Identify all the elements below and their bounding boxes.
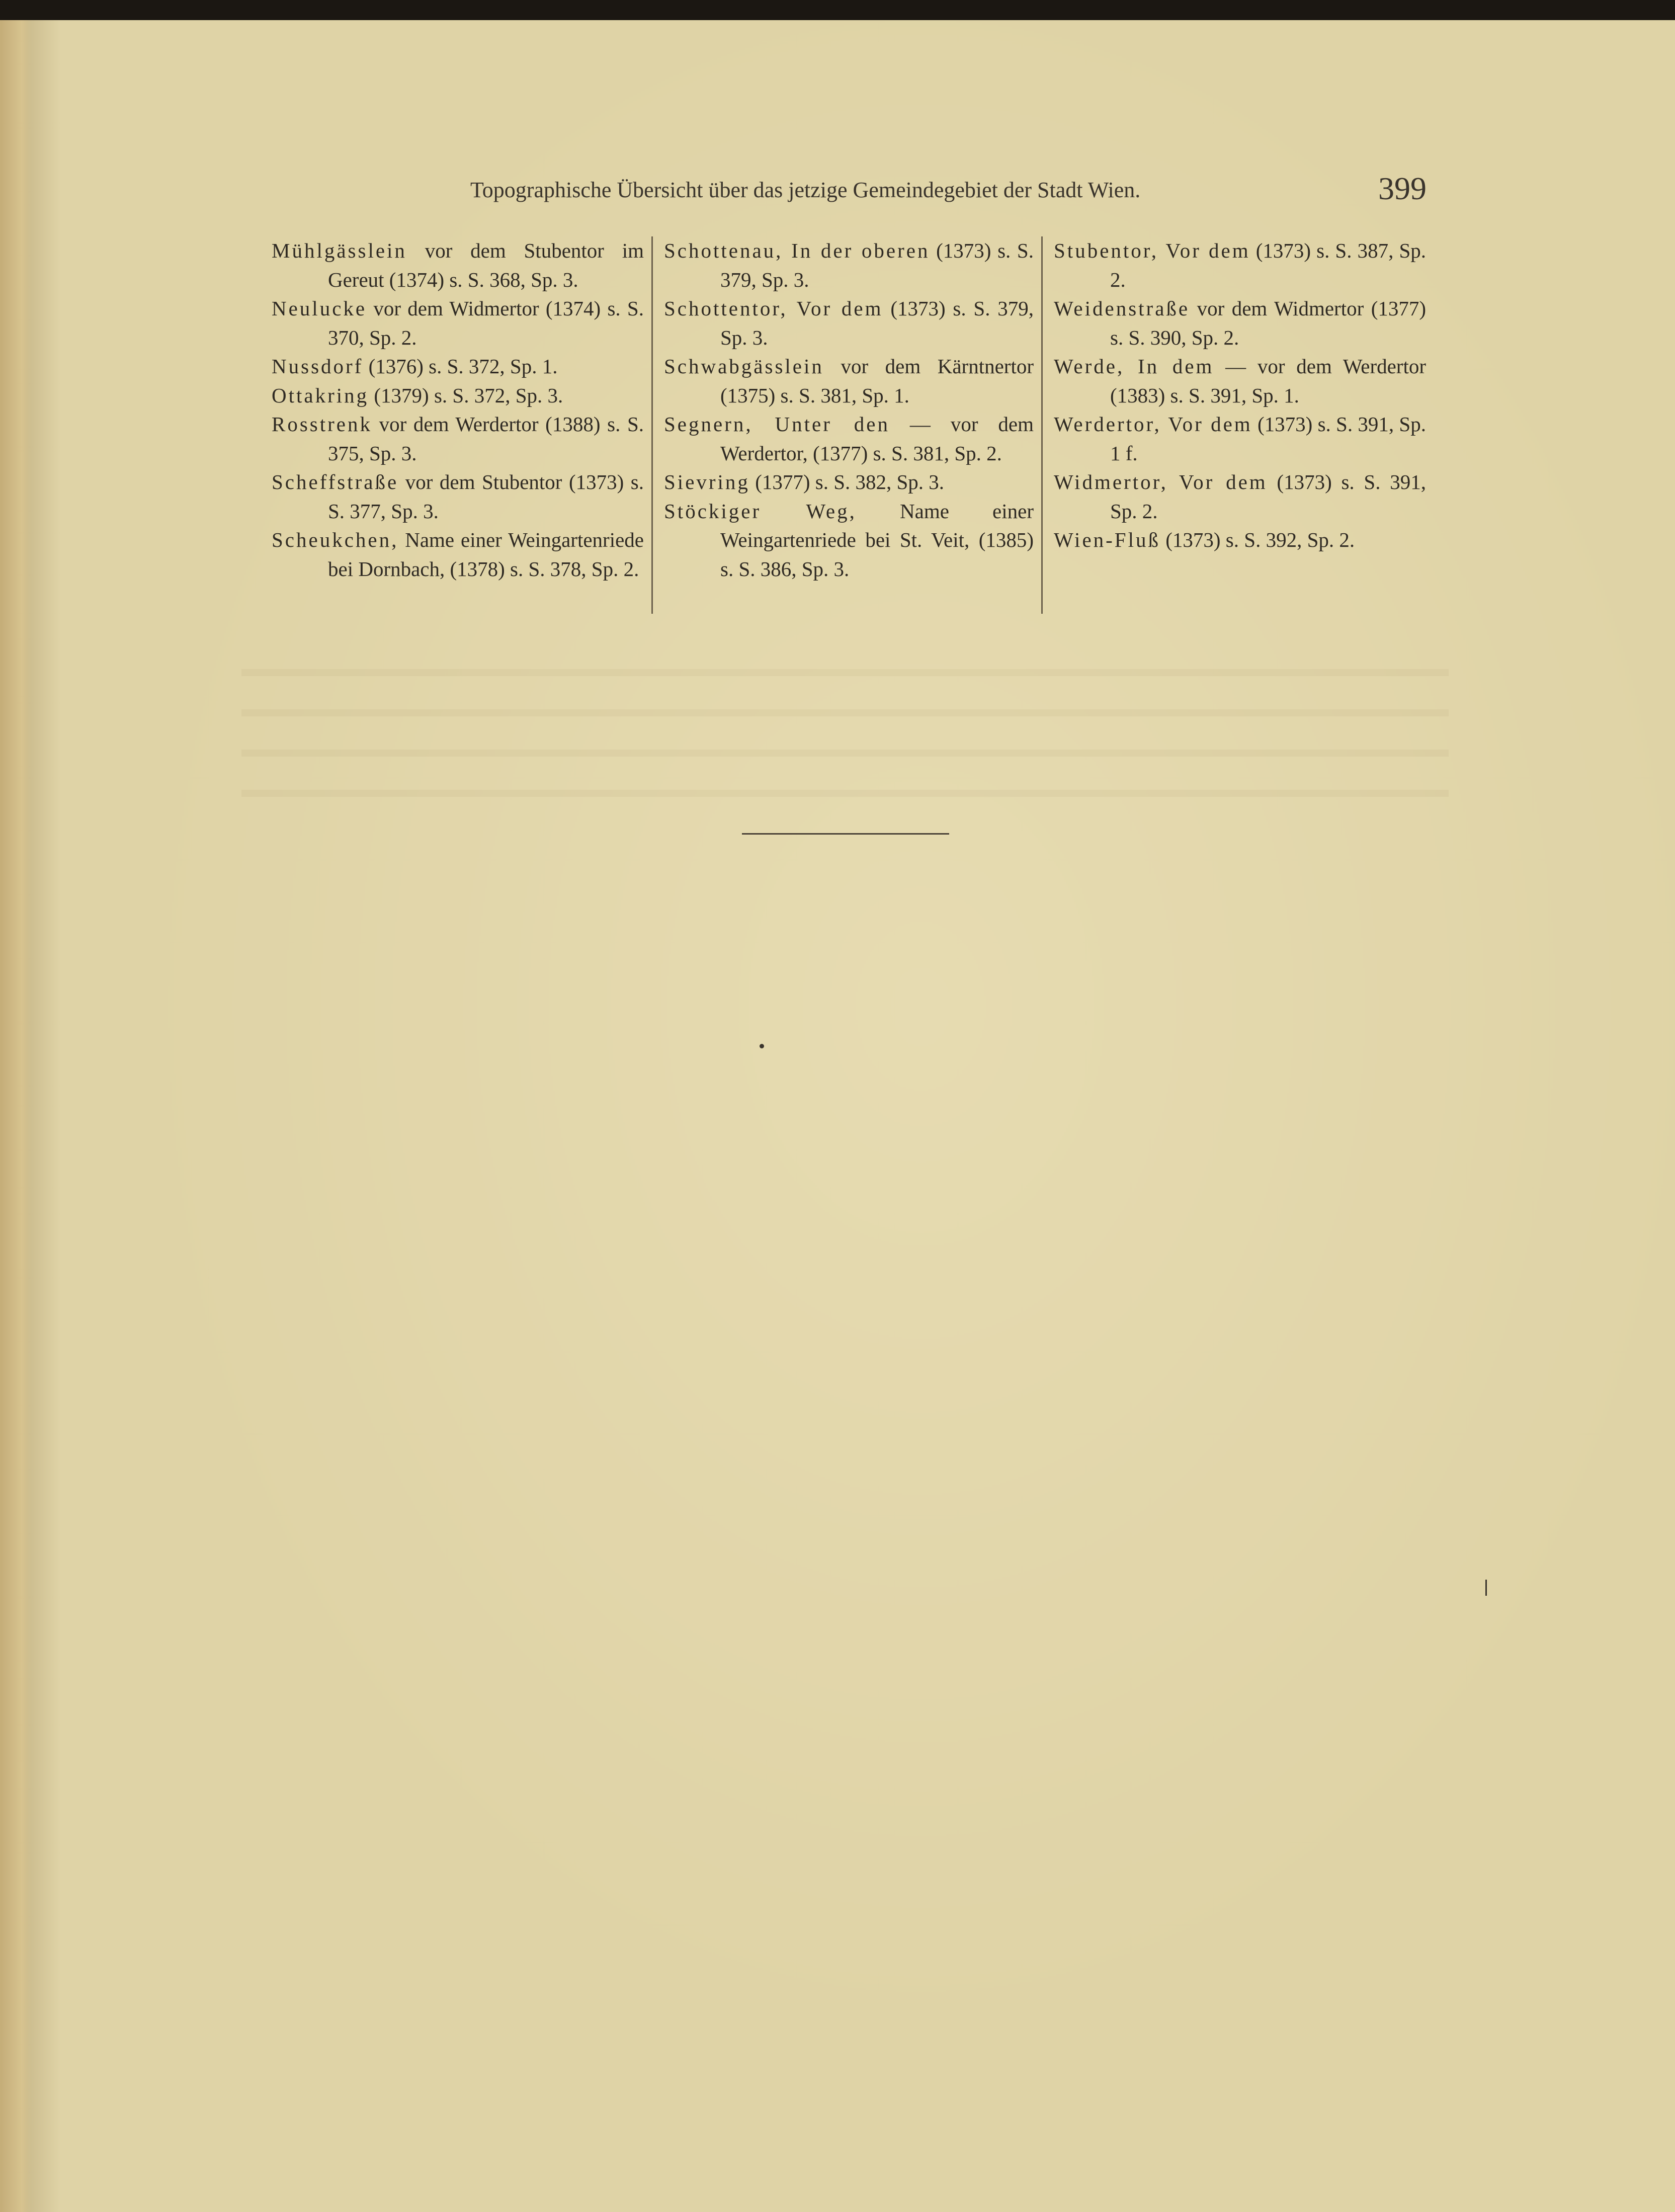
index-entry	[1054, 294, 1426, 352]
entry-head: Stöckiger Weg,	[664, 499, 857, 523]
column-divider	[651, 236, 653, 614]
entry-head: Widmertor, Vor dem	[1054, 470, 1268, 494]
show-through-band	[241, 790, 1449, 797]
entry-head: Weidenstraße	[1054, 297, 1190, 320]
index-columns	[272, 236, 1429, 614]
index-column-2	[664, 236, 1034, 614]
entry-head: Scheffstraße	[272, 470, 399, 494]
entry-text: (1379) s. S. 372, Sp. 3.	[374, 383, 563, 407]
entry-text: — vor dem Werdertor, (1377) s. S. 381, Sp. 2.	[720, 413, 1034, 465]
entry-head: Schottenau, In der oberen	[664, 239, 930, 262]
entry-text: Name einer Weingartenriede bei Dornbach, (1378) s. S. 378, Sp. 2.	[328, 528, 644, 581]
entry-text: vor dem Kärntnertor (1375) s. S. 381, Sp. 1.	[720, 355, 1034, 407]
entry-head: Ottakring	[272, 383, 369, 407]
entry-text: (1373) s. S. 392, Sp. 2.	[1165, 528, 1355, 551]
entry-text: vor dem Widmertor (1374) s. S. 370, Sp. 2.	[328, 297, 644, 349]
index-entry	[272, 526, 644, 584]
index-entry	[272, 468, 644, 526]
entry-head: Stubentor, Vor dem	[1054, 239, 1250, 262]
index-entry	[272, 294, 644, 352]
entry-head: Sievring	[664, 470, 750, 494]
index-column-3	[1054, 236, 1426, 614]
entry-text: (1373) s. S. 379, Sp. 3.	[720, 297, 1034, 349]
ink-speck	[760, 1044, 764, 1048]
index-entry	[1054, 236, 1426, 294]
entry-head: Schwabgässlein	[664, 355, 824, 378]
show-through-band	[241, 669, 1449, 676]
page-number: 399	[1378, 171, 1427, 206]
index-entry	[1054, 352, 1426, 410]
entry-text: (1373) s. S. 391, Sp. 1 f.	[1110, 413, 1426, 465]
index-entry	[1054, 468, 1426, 526]
index-entry	[1054, 526, 1426, 555]
index-entry	[664, 410, 1034, 468]
entry-text: (1377) s. S. 382, Sp. 3.	[755, 470, 945, 494]
entry-head: Werde, In dem	[1054, 355, 1214, 378]
entry-head: Mühlgässlein	[272, 239, 407, 262]
entry-text: — vor dem Werdertor (1383) s. S. 391, Sp. 1.	[1110, 355, 1426, 407]
running-header: Topographische Übersicht über das jetzige Gemeindegebiet der Stadt Wien.	[470, 178, 1141, 202]
index-entry	[664, 294, 1034, 352]
entry-text: vor dem Stubentor (1373) s. S. 377, Sp. 3.	[328, 470, 644, 523]
entry-head: Scheukchen,	[272, 528, 399, 551]
index-entry	[272, 410, 644, 468]
entry-text: (1376) s. S. 372, Sp. 1.	[368, 355, 558, 378]
entry-text: vor dem Stubentor im Gereut (1374) s. S. 368, Sp. 3.	[328, 239, 644, 291]
index-entry	[272, 352, 644, 381]
index-entry	[1054, 410, 1426, 468]
entry-head: Nussdorf	[272, 355, 364, 378]
section-separator-rule	[742, 833, 949, 835]
index-entry	[272, 236, 644, 294]
entry-text: (1373) s. S. 387, Sp. 2.	[1110, 239, 1426, 291]
entry-text: (1373) s. S. 379, Sp. 3.	[720, 239, 1034, 291]
entry-head: Neulucke	[272, 297, 367, 320]
show-through-band	[241, 750, 1449, 757]
entry-head: Werdertor, Vor dem	[1054, 413, 1252, 436]
index-entry	[272, 381, 644, 411]
entry-head: Wien-Fluß	[1054, 528, 1160, 551]
entry-head: Segnern, Unter den	[664, 413, 890, 436]
entry-text: Name einer Weingartenriede bei St. Veit, (1385) s. S. 386, Sp. 3.	[720, 499, 1034, 581]
entry-head: Schottentor, Vor dem	[664, 297, 883, 320]
entry-text: (1373) s. S. 391, Sp. 2.	[1110, 470, 1426, 523]
index-entry	[664, 236, 1034, 294]
show-through-band	[241, 709, 1449, 716]
index-entry	[664, 497, 1034, 584]
column-divider	[1041, 236, 1043, 614]
page-spine-shadow	[0, 20, 31, 2212]
index-entry	[664, 352, 1034, 410]
entry-head: Rosstrenk	[272, 413, 372, 436]
entry-text: vor dem Werdertor (1388) s. S. 375, Sp. 3.	[328, 413, 644, 465]
entry-text: vor dem Widmertor (1377) s. S. 390, Sp. 2.	[1110, 297, 1427, 349]
ink-mark	[1485, 1580, 1487, 1596]
index-column-1	[272, 236, 644, 614]
index-entry	[664, 468, 1034, 497]
